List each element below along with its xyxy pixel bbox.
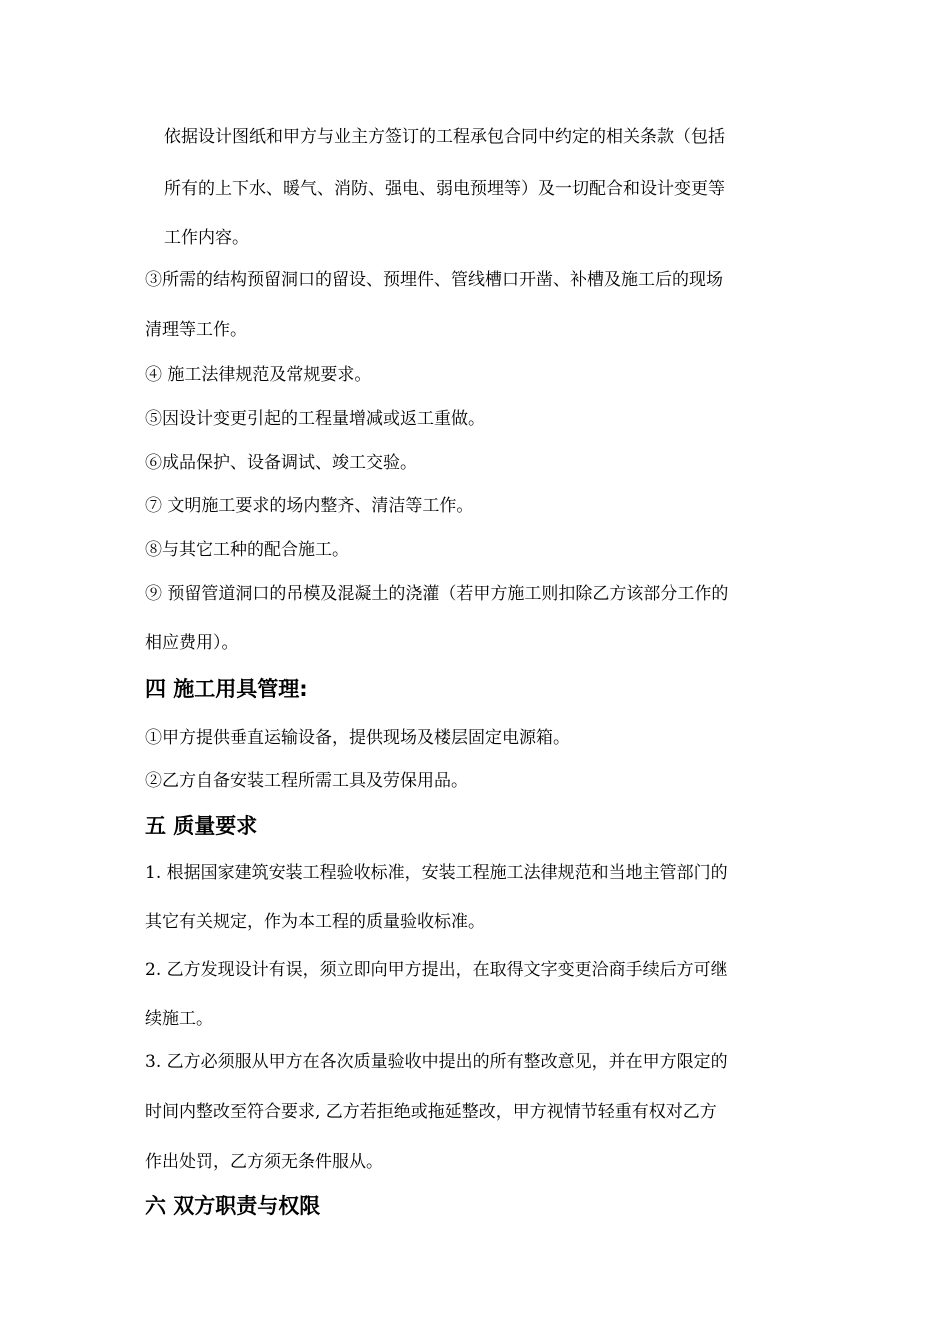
paragraph-line: 相应费用）。 — [145, 633, 239, 653]
paragraph-line: 时间内整改至符合要求, 乙方若拒绝或拖延整改，甲方视情节轻重有权对乙方 — [145, 1102, 717, 1122]
list-item-5: ⑤因设计变更引起的工程量增减或返工重做。 — [145, 409, 485, 429]
paragraph-line: 所有的上下水、暖气、消防、强电、弱电预埋等）及一切配合和设计变更等 — [164, 179, 725, 199]
paragraph-line: 工作内容。 — [164, 228, 249, 248]
numbered-item-3: 3. 乙方必须服从甲方在各次质量验收中提出的所有整改意见，并在甲方限定的 — [145, 1052, 728, 1072]
section-heading-duties: 六 双方职责与权限 — [145, 1194, 321, 1218]
list-item-8: ⑧与其它工种的配合施工。 — [145, 540, 349, 560]
section-heading-tools: 四 施工用具管理: — [145, 677, 308, 701]
section-heading-quality: 五 质量要求 — [145, 814, 258, 838]
list-item-4: ④ 施工法律规范及常规要求。 — [145, 365, 372, 385]
paragraph-line: 续施工。 — [145, 1009, 213, 1029]
paragraph-line: 依据设计图纸和甲方与业主方签订的工程承包合同中约定的相关条款（包括 — [164, 127, 725, 147]
list-item-3: ③所需的结构预留洞口的留设、预埋件、管线槽口开凿、补槽及施工后的现场 — [145, 270, 723, 290]
paragraph-line: 清理等工作。 — [145, 320, 247, 340]
numbered-item-2: 2. 乙方发现设计有误，须立即向甲方提出，在取得文字变更洽商手续后方可继 — [145, 960, 728, 980]
list-item-7: ⑦ 文明施工要求的场内整齐、清洁等工作。 — [145, 496, 474, 516]
paragraph-line: 作出处罚，乙方须无条件服从。 — [145, 1152, 383, 1172]
list-item-1: ①甲方提供垂直运输设备，提供现场及楼层固定电源箱。 — [145, 728, 570, 748]
list-item-9: ⑨ 预留管道洞口的吊模及混凝土的浇灌（若甲方施工则扣除乙方该部分工作的 — [145, 584, 729, 604]
numbered-item-1: 1. 根据国家建筑安装工程验收标准，安装工程施工法律规范和当地主管部门的 — [145, 863, 728, 883]
list-item-6: ⑥成品保护、设备调试、竣工交验。 — [145, 453, 417, 473]
list-item-2: ②乙方自备安装工程所需工具及劳保用品。 — [145, 771, 468, 791]
paragraph-line: 其它有关规定，作为本工程的质量验收标准。 — [145, 912, 485, 932]
